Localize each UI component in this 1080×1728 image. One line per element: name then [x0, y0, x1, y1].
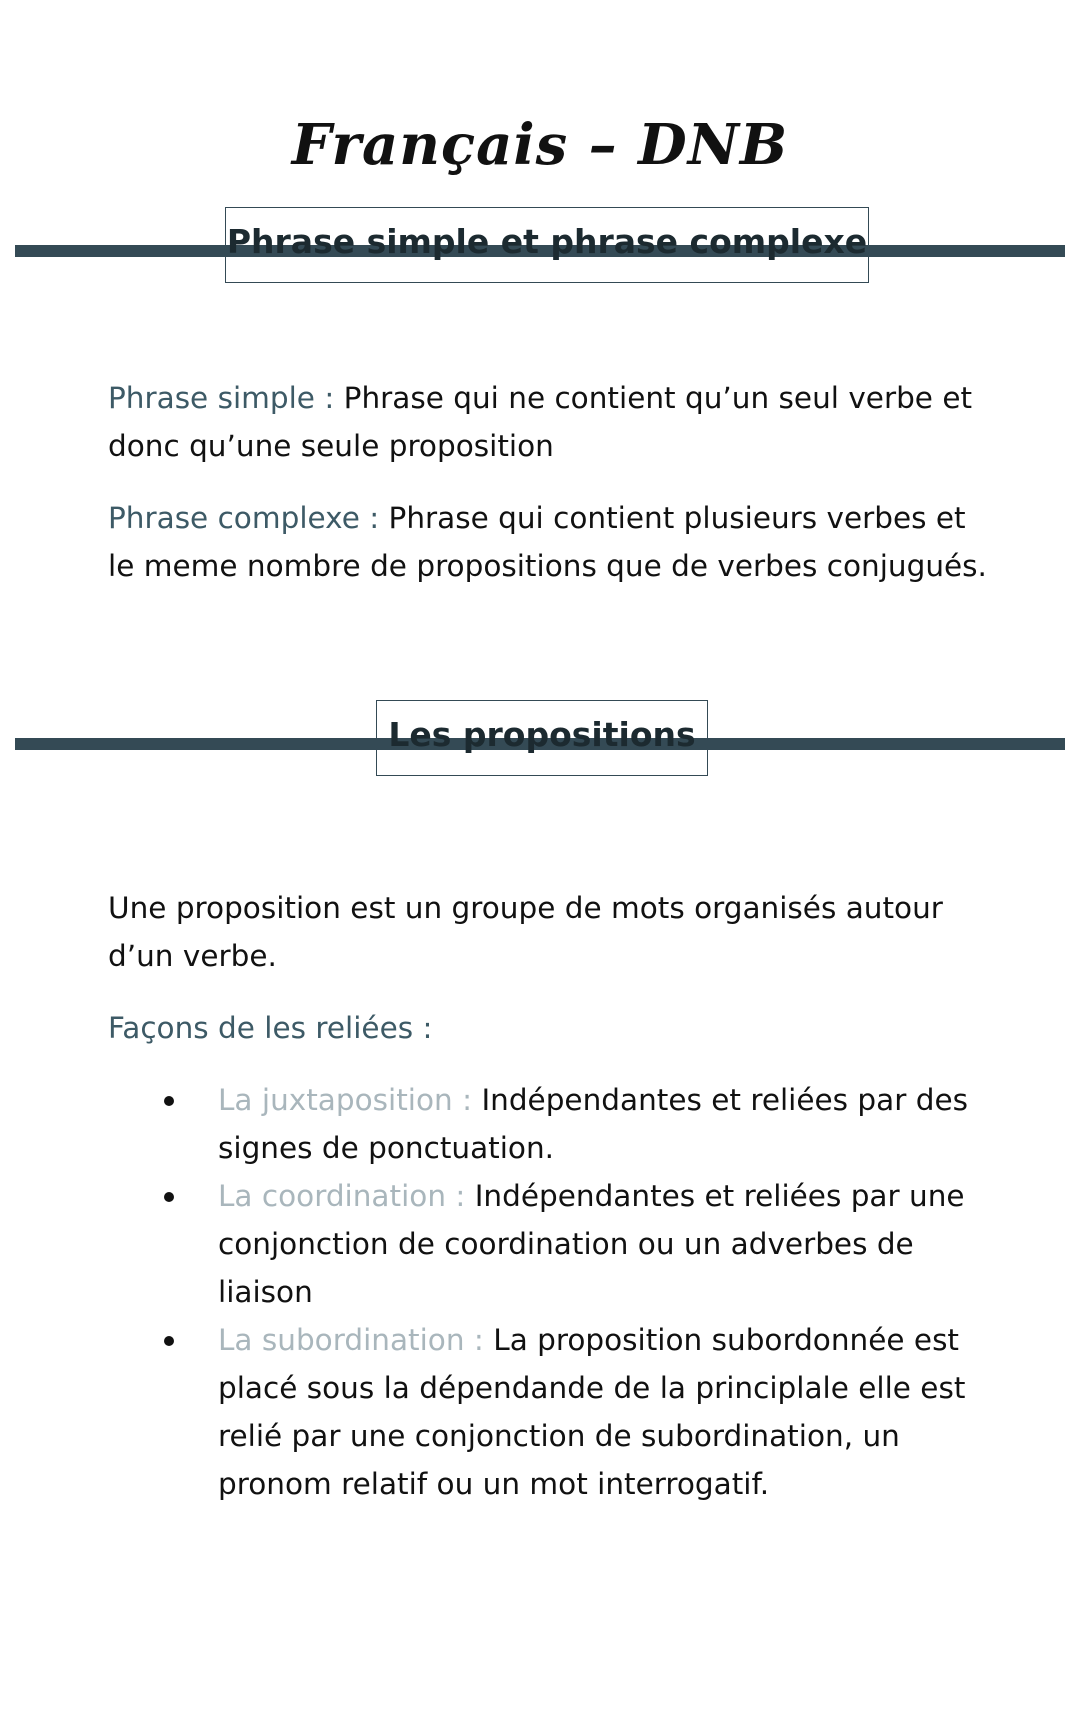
bullet-icon [164, 1192, 174, 1202]
section-heading-box [376, 700, 708, 776]
list-item-term: La subordination : [218, 1323, 484, 1357]
list-item [108, 1076, 988, 1172]
list-item-term: La juxtaposition : [218, 1083, 473, 1117]
list-label: Façons de les reliées : [108, 1011, 433, 1045]
list-item [108, 1172, 988, 1316]
section-header-propositions [0, 700, 1080, 780]
section-heading: Phrase simple et phrase complexe [226, 222, 868, 261]
section-heading: Les propositions [388, 715, 696, 754]
proposition-definition: Une proposition est un groupe de mots organisés autour d’un verbe. [108, 891, 943, 973]
list-item-text: La proposition subordonnée est placé sous la dépendande de la principlale elle est relié par une conjonction de subordination, un pronom relatif ou un mot interrogatif. [218, 1323, 966, 1501]
section-heading-box [225, 207, 869, 283]
list-item-text: Indépendantes et reliées par des signes de ponctuation. [218, 1083, 968, 1165]
list-item-text: Indépendantes et reliées par une conjonction de coordination ou un adverbes de liaison [218, 1179, 965, 1309]
definition-term: Phrase simple : [108, 381, 335, 415]
definition-phrase-complexe [108, 494, 988, 590]
list-item [108, 1316, 988, 1508]
definition-text: Phrase qui ne contient qu’un seul verbe et donc qu’une seule proposition [108, 381, 973, 463]
list-item-term: La coordination : [218, 1179, 466, 1213]
bullet-icon [164, 1096, 174, 1106]
definition-text: Phrase qui contient plusieurs verbes et le meme nombre de propositions que de verbes conjugués. [108, 501, 987, 583]
section-header-phrase [0, 207, 1080, 287]
liaison-list [108, 1076, 988, 1508]
bullet-icon [164, 1336, 174, 1346]
definition-term: Phrase complexe : [108, 501, 380, 535]
page-title: Français – DNB [291, 112, 789, 178]
definition-phrase-simple [108, 374, 988, 470]
